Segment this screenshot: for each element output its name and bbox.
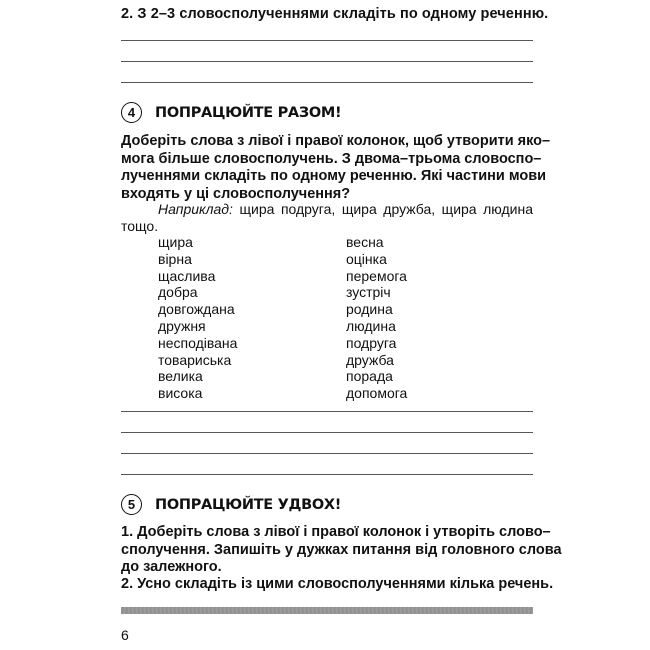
right-word: людина (346, 317, 396, 334)
answer-line[interactable] (121, 432, 533, 433)
section-title: ПОПРАЦЮЙТЕ УДВОХ! (155, 496, 342, 513)
left-word: висока (158, 385, 203, 402)
left-word: щира (158, 234, 193, 250)
left-word-column (158, 234, 237, 402)
section-number-badge: 4 (121, 102, 142, 123)
example-continuation: тощо. (121, 218, 159, 234)
task-line: до залежного. (121, 559, 222, 575)
task-line: 2. Усно складіть із цими словосполученнями кілька речень. (121, 576, 554, 592)
answer-line[interactable] (121, 474, 533, 475)
section-5-task-1 (121, 524, 562, 577)
example-text: щира подруга, щира дружба, щира людина (232, 201, 533, 217)
footer-divider (121, 607, 533, 614)
right-word: дружба (346, 351, 394, 368)
left-word: товариська (158, 351, 232, 368)
right-word: родина (346, 301, 393, 318)
task-2-instruction: 2. З 2–3 словосполученнями складіть по одному реченню. (121, 6, 549, 22)
right-word: допомога (346, 385, 408, 402)
left-word: велика (158, 368, 203, 385)
left-word: довгождана (158, 301, 235, 318)
instruction-line: лученнями складіть по одному реченню. Які частини мови (121, 168, 547, 184)
right-word: перемога (346, 267, 407, 284)
instruction-line: мога більше словосполучень. З двома–трьома словоспо– (121, 150, 542, 167)
section-4-instruction (121, 133, 551, 203)
task-line: сполучення. Запишіть у дужках питання від головного слова (121, 541, 562, 558)
left-word: вірна (158, 250, 192, 267)
section-5-task-2 (121, 576, 554, 594)
right-word: оцінка (346, 250, 387, 267)
instruction-line: Доберіть слова з лівої і правої колонок, щоб утворити яко– (121, 133, 551, 149)
section-number-badge: 5 (121, 494, 142, 515)
section-title: ПОПРАЦЮЙТЕ РАЗОМ! (155, 104, 342, 121)
example-label: Наприклад: (158, 201, 233, 217)
page-number: 6 (121, 627, 129, 643)
right-word: весна (346, 234, 384, 250)
right-word: порада (346, 368, 393, 385)
left-word: дружня (158, 317, 206, 334)
right-word: зустріч (346, 284, 391, 301)
example-line (121, 201, 533, 218)
right-word-column (346, 234, 407, 402)
instruction-line: входять у ці словосполучення? (121, 185, 351, 202)
answer-line[interactable] (121, 82, 533, 83)
left-word: добра (158, 284, 198, 301)
left-word: щаслива (158, 267, 216, 284)
answer-line[interactable] (121, 40, 533, 41)
answer-line[interactable] (121, 411, 533, 412)
section-4-header (121, 102, 341, 123)
right-word: подруга (346, 334, 397, 351)
answer-line[interactable] (121, 61, 533, 62)
answer-line[interactable] (121, 453, 533, 454)
left-word: несподівана (158, 334, 238, 351)
task-line: 1. Доберіть слова з лівої і правої колонок і утворіть слово– (121, 524, 551, 540)
section-5-header (121, 494, 341, 515)
example-block (121, 201, 533, 235)
